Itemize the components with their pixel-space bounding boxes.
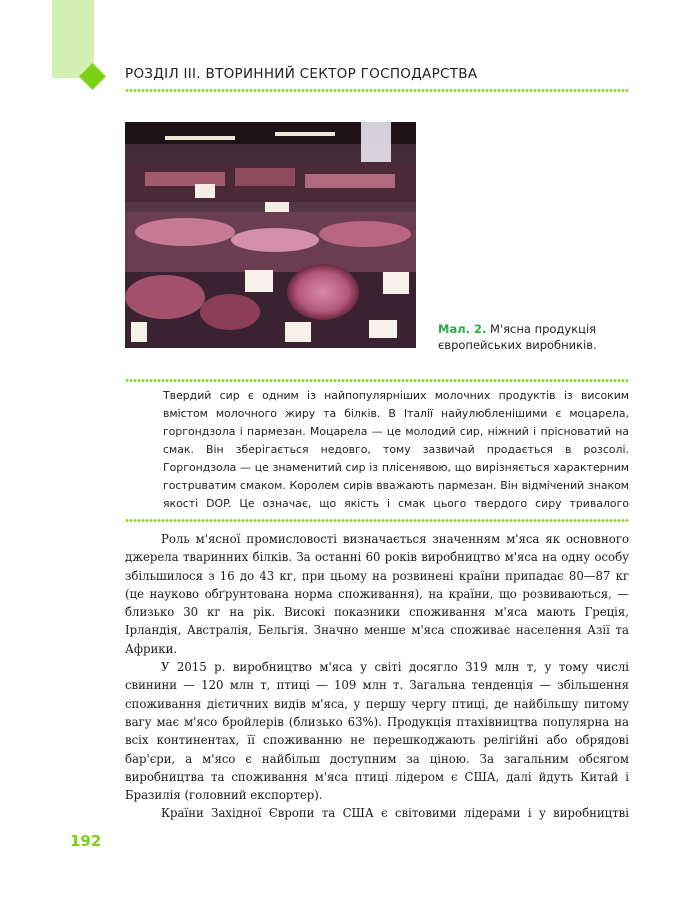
figure-caption [438,321,638,353]
section-title: РОЗДІЛ ІІІ. ВТОРИННИЙ СЕКТОР ГОСПОДАРСТВА [125,66,478,82]
body-paragraph: Роль м'ясної промисловості визначається значенням м'яса як основного джерела тваринних білків. За останні 60 років виробництво м'яса на одну особу збільшилося з 16 до 43 кг, при цьому на розвинені країни припадає 80—87 кг (це науково обґрунтована норма споживання), на країни, що розвиваються, — близько 30 кг на рік. Високі показники споживання м'яса мають Греція, Ірландія, Австралія, Бельгія. Значно менше м'яса споживає населення Азії та Африки. [125,532,629,656]
header-dotted-rule [125,88,629,93]
body-paragraph: Країни Західної Європи та США є світовими лідерами і у виробництві [161,806,629,821]
sidebar-bottom-dotted-rule [125,518,629,523]
sidebar-top-dotted-rule [125,378,629,383]
meat-display-photo [125,122,416,348]
cheese-sidebar-text: Твердий сир є одним із найпопулярніших молочних продуктів із високим вмістом молочного жиру та білків. В Італії найулюбленішими є моцарела, горгондзола і пармезан. Моцарела — це молодий сир, ніжний і прісноватий на смак. Він зберігається недовго, тому зазвичай продається в розсолі. Горгондзола — це знаменитий сир із плісенявою, що вирізняється характерним гострuватим смаком. Королем сирів вважають пармезан. Він відмічений знаком якості DOP. Це означає, що якість і смак цього твердого сиру тривалого [163,389,629,510]
figure-caption-text: М'ясна продукція європейських виробників. [438,322,597,352]
page-number: 192 [70,832,102,850]
main-body-text [125,530,629,824]
figure-caption-label: Мал. 2. [438,322,487,336]
body-paragraph: У 2015 р. виробництво м'яса у світі досягло 319 млн т, у тому числі свинини — 120 млн т, птиці — 109 млн т. Загальна тенденція — збільшення споживання дієтичних видів м'яса, у першу чергу птиці, де найбільшу питому вагу має м'ясо бройлерів (близько 63%). Продукція птахівництва популярна на всіх континентах, її споживанню не перешкоджають релігійні або обрядові бар'єри, а м'ясо є найбільш доступним за ціною. За загальним обсягом виробництва та споживання м'яса птиці лідером є США, далі йдуть Китай і Бразилія (головний експортер). [125,660,629,803]
